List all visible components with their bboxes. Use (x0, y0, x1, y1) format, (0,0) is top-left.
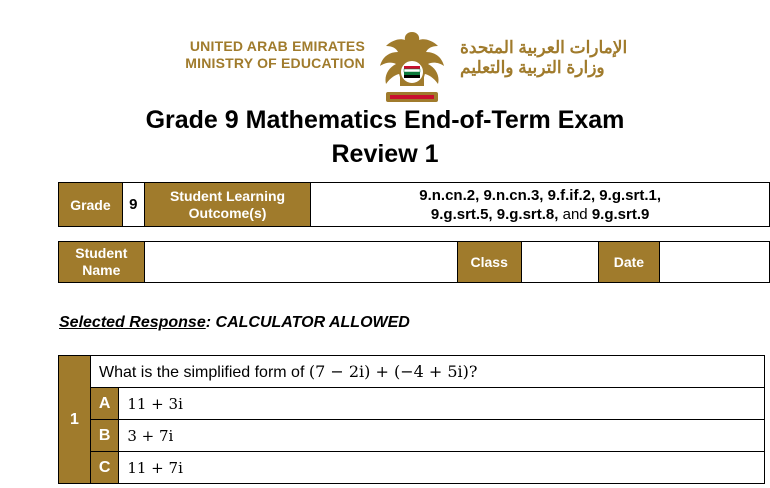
ministry-name-arabic: وزارة التربية والتعليم (460, 58, 605, 77)
grade-label: Grade (59, 183, 123, 227)
section-note: : CALCULATOR ALLOWED (205, 314, 410, 331)
header-arabic (460, 38, 690, 78)
info-table-student (58, 241, 770, 283)
option-row-c[interactable] (59, 452, 765, 484)
slo-label: Student Learning Outcome(s) (144, 183, 310, 227)
question-1-table (58, 355, 765, 484)
header-english (130, 38, 365, 72)
student-name-field[interactable] (144, 242, 457, 283)
country-name: UNITED ARAB EMIRATES (189, 38, 365, 54)
slo-and: and (558, 205, 592, 223)
option-letter-a[interactable]: A (91, 388, 119, 420)
student-name-label: Student Name (59, 242, 145, 283)
option-row-b[interactable] (59, 420, 765, 452)
exam-subtitle: Review 1 (331, 140, 439, 168)
slo-line-2 (311, 205, 769, 224)
exam-title: Grade 9 Mathematics End-of-Term Exam (145, 106, 625, 134)
slo-codes-b: 9.g.srt.9 (591, 205, 650, 223)
uae-emblem-icon (374, 26, 450, 110)
option-letter-c[interactable]: C (91, 452, 119, 484)
slo-line-1: 9.n.cn.2, 9.n.cn.3, 9.f.if.2, 9.g.srt.1, (419, 186, 662, 204)
grade-value: 9 (122, 183, 144, 227)
info-table-outcomes (58, 182, 770, 227)
ministry-name: MINISTRY OF EDUCATION (185, 55, 365, 71)
option-answer-c[interactable]: 11 + 7i (119, 452, 765, 484)
slo-value (311, 183, 770, 227)
class-field[interactable] (521, 242, 598, 283)
option-answer-a[interactable]: 11 + 3i (119, 388, 765, 420)
option-row-a[interactable] (59, 388, 765, 420)
question-expression: (7 − 2i) + (−4 + 5i)? (308, 361, 478, 381)
class-label: Class (457, 242, 521, 283)
date-label: Date (598, 242, 660, 283)
section-label: Selected Response (59, 314, 206, 331)
question-row (59, 356, 765, 388)
option-letter-b[interactable]: B (91, 420, 119, 452)
question-number: 1 (59, 356, 91, 484)
country-name-arabic: الإمارات العربية المتحدة (460, 38, 628, 57)
slo-codes-a: 9.g.srt.5, 9.g.srt.8, (430, 205, 559, 223)
section-heading (59, 314, 410, 332)
date-field[interactable] (660, 242, 770, 283)
question-prefix: What is the simplified form of (99, 363, 309, 381)
question-text (91, 356, 765, 388)
option-answer-b[interactable]: 3 + 7i (119, 420, 765, 452)
